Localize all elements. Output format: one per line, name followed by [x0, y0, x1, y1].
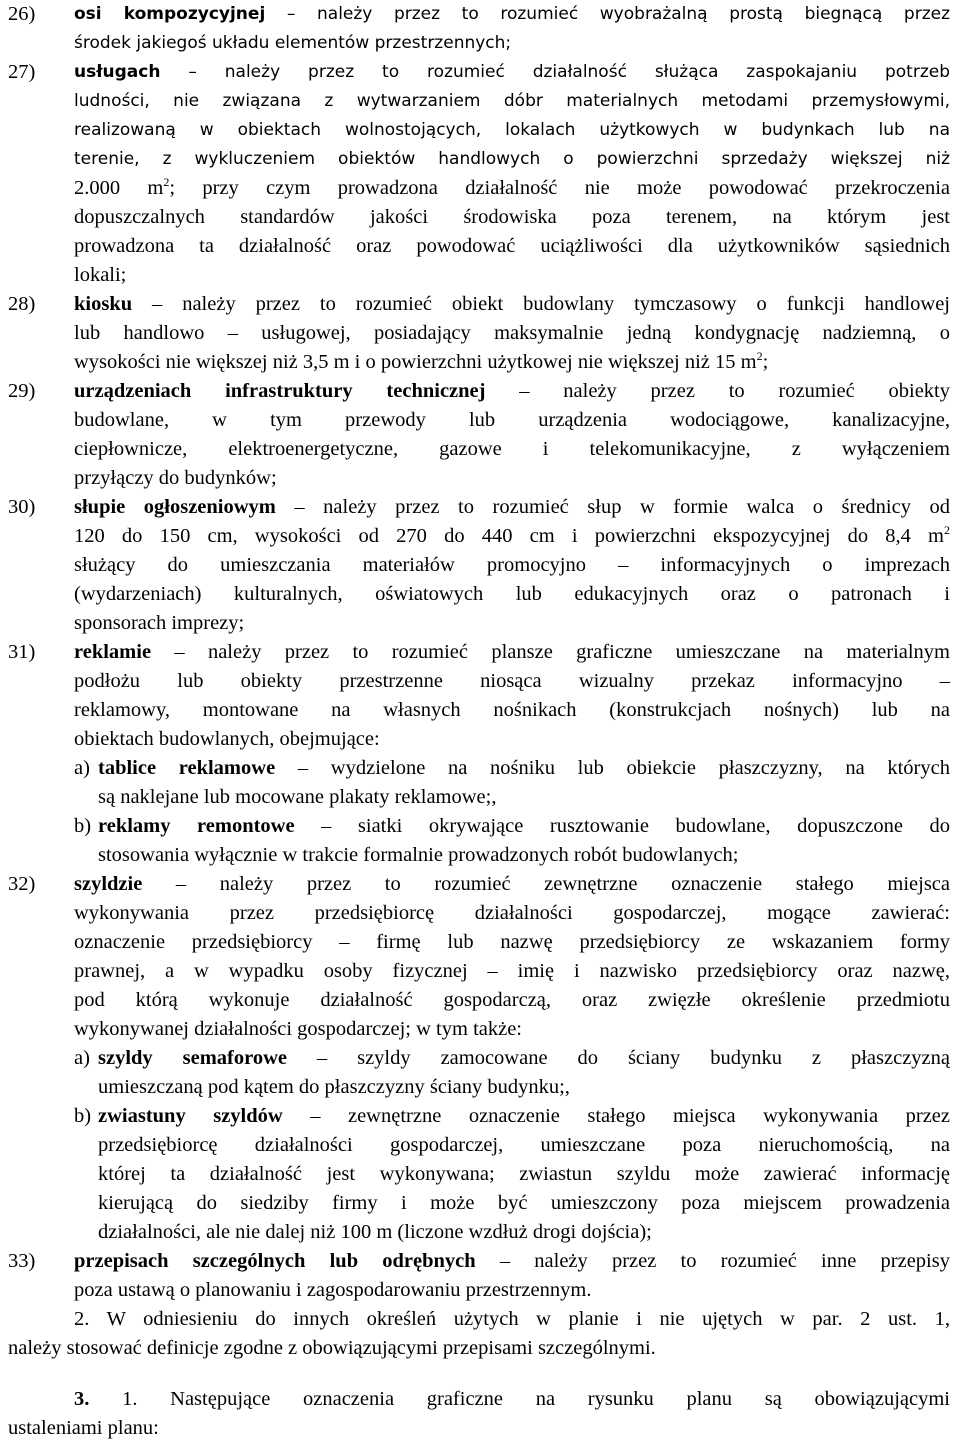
definition-line: środek jakiegoś układu elementów przestrzennych; [74, 33, 512, 53]
defined-term: reklamie [74, 641, 152, 663]
definition-line: obiektach budowlanych, obejmujące: [74, 728, 380, 750]
defined-term: słupie ogłoszeniowym [74, 496, 276, 518]
definition-line: osi kompozycyjnej – należy przez to rozumieć wyobrażalną prostą biegnącą przez [74, 4, 950, 24]
definition-line: sponsorach imprezy; [74, 612, 245, 634]
definition-line: usługach – należy przez to rozumieć działalność służąca zaspokajaniu potrzeb [74, 62, 950, 82]
definition-line: kiosku – należy przez to rozumieć obiekt budowlany tymczasowy o funkcji handlowej [74, 293, 950, 315]
subitem-letter: b) [74, 815, 92, 837]
definition-line: wysokości nie większej niż 3,5 m i o powierzchni użytkowej nie większej niż 15 $m^2$; [74, 349, 769, 373]
definition-line: reklamowy, montowane na własnych nośnikach (konstrukcjach nośnych) lub na [74, 699, 950, 721]
definition-line: (wydarzeniach) kulturalnych, oświatowych lub edukacyjnych oraz o patronach i [74, 583, 950, 605]
definition-line: przedsiębiorcę działalności gospodarczej, umieszczane poza nieruchomością, na [98, 1134, 950, 1156]
section-heading-line: 3. 1. Następujące oznaczenia graficzne na rysunku planu są obowiązującymi [74, 1388, 950, 1410]
definition-line: są naklejane lub mocowane plakaty reklamowe;, [98, 786, 497, 808]
defined-term: urządzeniach infrastruktury technicznej [74, 380, 486, 402]
defined-term: szyldzie [74, 873, 143, 895]
definition-line: reklamie – należy przez to rozumieć plansze graficzne umieszczane na materialnym [74, 641, 950, 663]
definition-line: terenie, z wykluczeniem obiektów handlowych o powierzchni sprzedaży większej niż [74, 149, 950, 169]
definition-line: przyłączy do budynków; [74, 467, 277, 489]
definition-line: szyldzie – należy przez to rozumieć zewnętrzne oznaczenie stałego miejsca [74, 873, 950, 895]
definition-line: słupie ogłoszeniowym – należy przez to rozumieć słup w formie walca o średnicy od [74, 496, 950, 518]
definition-line: prowadzona ta działalność oraz powodować uciążliwości dla użytkowników sąsiednich [74, 235, 950, 257]
defined-term: zwiastuny szyldów [98, 1105, 283, 1127]
definition-line: reklamy remontowe – siatki okrywające rusztowanie budowlane, dopuszczone do [98, 815, 950, 837]
defined-term: tablice reklamowe [98, 757, 276, 779]
definition-line: stosowania wyłącznie w trakcie formalnie prowadzonych robót budowlanych; [98, 844, 739, 866]
subitem-letter: b) [74, 1105, 92, 1127]
definition-line: której ta działalność jest wykonywana; zwiastun szyldu może zawierać informację [98, 1163, 950, 1185]
definition-line: kierującą do siedziby firmy i może być umieszczony poza miejscem prowadzenia [98, 1192, 950, 1214]
definition-line: realizowaną w obiektach wolnostojących, lokalach użytkowych w budynkach lub na [74, 120, 950, 140]
definition-line: wykonywania przez przedsiębiorcę działalności gospodarczej, mogące zawierać: [74, 902, 950, 924]
definition-line: podłożu lub obiekty przestrzenne niosąca wizualny przekaz informacyjno – [74, 670, 950, 692]
subitem-letter: a) [74, 757, 90, 779]
definition-line: przepisach szczególnych lub odrębnych – należy przez to rozumieć inne przepisy [74, 1250, 950, 1272]
item-number: 27) [8, 61, 36, 83]
definition-line: szyldy semaforowe – szyldy zamocowane do ściany budynku z płaszczyzną [98, 1047, 950, 1069]
definition-line: pod którą wykonuje działalność gospodarczą, oraz zwięzłe określenie przedmiotu [74, 989, 950, 1011]
paragraph-line: należy stosować definicje zgodne z obowiązującymi przepisami szczególnymi. [8, 1337, 656, 1359]
definition-line: oznaczenie przedsiębiorcy – firmę lub nazwę przedsiębiorcy ze wskazaniem formy [74, 931, 950, 953]
definition-line: zwiastuny szyldów – zewnętrzne oznaczenie stałego miejsca wykonywania przez [98, 1105, 950, 1127]
definition-line: ludności, nie związana z wytwarzaniem dóbr materialnych metodami przemysłowymi, [74, 91, 950, 111]
defined-term: przepisach szczególnych lub odrębnych [74, 1250, 476, 1272]
definition-line: urządzeniach infrastruktury technicznej – należy przez to rozumieć obiekty [74, 380, 950, 402]
defined-term: kiosku [74, 293, 133, 315]
item-number: 31) [8, 641, 36, 663]
definition-line: lub handlowo – usługowej, posiadający maksymalnie jedną kondygnację nadziemną, o [74, 322, 950, 344]
definition-line: poza ustawą o planowaniu i zagospodarowaniu przestrzennym. [74, 1279, 592, 1301]
paragraph-line: ustaleniami planu: [8, 1417, 159, 1439]
definition-line: działalności, ale nie dalej niż 100 m (liczone wzdłuż drogi dojścia); [98, 1221, 652, 1243]
defined-term: usługach [74, 62, 161, 82]
defined-term: osi kompozycyjnej [74, 4, 266, 24]
definition-line: 2.000 $m^2$; przy czym prowadzona działalność nie może powodować przekroczenia [74, 175, 950, 199]
item-number: 29) [8, 380, 36, 402]
item-number: 33) [8, 1250, 36, 1272]
defined-term: reklamy remontowe [98, 815, 295, 837]
definition-line: służący do umieszczania materiałów promocyjno – informacyjnych o imprezach [74, 554, 950, 576]
definition-line: prawnej, a w wypadku osoby fizycznej – imię i nazwisko przedsiębiorcy oraz nazwę, [74, 960, 950, 982]
definition-line: lokali; [74, 264, 127, 286]
definition-line: tablice reklamowe – wydzielone na nośniku lub obiekcie płaszczyzny, na których [98, 757, 950, 779]
item-number: 32) [8, 873, 36, 895]
paragraph-line: 2. W odniesieniu do innych określeń użytych w planie i nie ujętych w par. 2 ust. 1, [74, 1308, 950, 1330]
definition-line: umieszczaną pod kątem do płaszczyzny ściany budynku;, [98, 1076, 570, 1098]
defined-term: szyldy semaforowe [98, 1047, 287, 1069]
item-number: 26) [8, 3, 36, 25]
definition-line: ciepłownicze, elektroenergetyczne, gazowe i telekomunikacyjne, z wyłączeniem [74, 438, 950, 460]
definition-line: 120 do 150 cm, wysokości od 270 do 440 cm i powierzchni ekspozycyjnej do 8,4 $m^2$ [74, 523, 950, 547]
definition-line: dopuszczalnych standardów jakości środowiska poza terenem, na którym jest [74, 206, 950, 228]
subitem-letter: a) [74, 1047, 90, 1069]
section-number: 3. [74, 1388, 90, 1410]
definition-line: wykonywanej działalności gospodarczej; w tym także: [74, 1018, 523, 1040]
item-number: 28) [8, 293, 36, 315]
definition-line: budowlane, w tym przewody lub urządzenia wodociągowe, kanalizacyjne, [74, 409, 950, 431]
item-number: 30) [8, 496, 36, 518]
